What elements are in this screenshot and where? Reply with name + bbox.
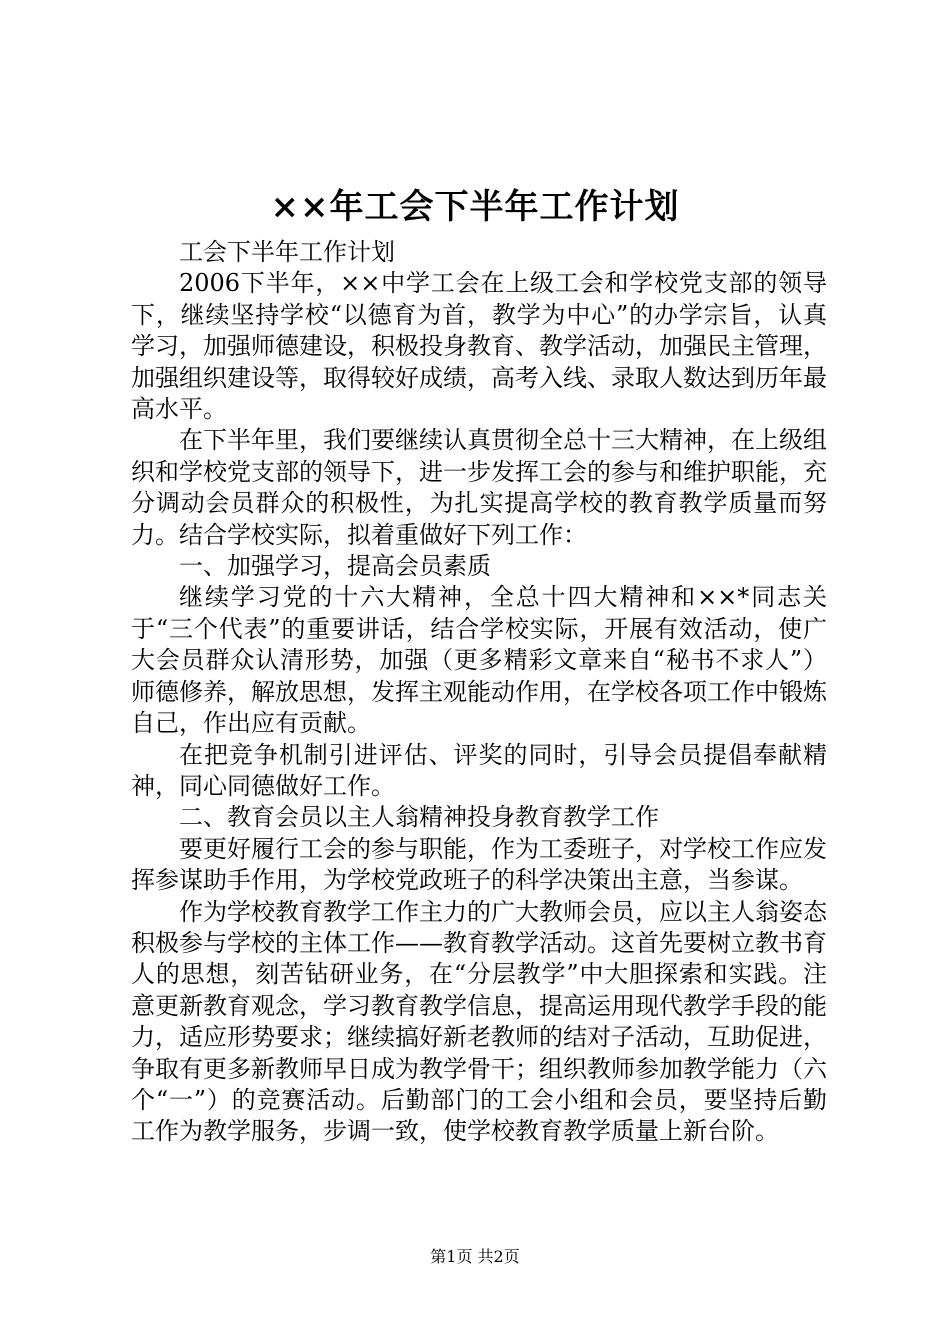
document-title: ××年工会下半年工作计划	[270, 187, 680, 227]
paragraph-subtitle: 工会下半年工作计划	[179, 238, 395, 266]
paragraph-teachers: 作为学校教育教学工作主力的广大教师会员，应以主人翁姿态积极参与学校的主体工作——教育教学活动。这首先要树立教书育人的思想，刻苦钻研业务，在“分层教学”中大胆探索和实践。注意更新教育观念，学习教育教学信息，提高运用现代教学手段的能力，适应形势要求；继续搞好新老教师的结对子活动，互助促进，争取有更多新教师早日成为教学骨干；组织教师参加教学能力（六个“一”）的竞赛活动。后勤部门的工会小组和会员，要坚持后勤工作为教学服务，步调一致，使学校教育教学质量上新台阶。	[131, 897, 827, 1146]
page-number: 第1页 共2页	[430, 1247, 520, 1266]
paragraph-intro: 2006下半年，××中学工会在上级工会和学校党支部的领导下，继续坚持学校“以德育为首，教学为中心”的办学宗旨，认真学习，加强师德建设，积极投身教育、教学活动，加强民主管理，加强组织建设等，取得较好成绩，高考入线、录取人数达到历年最高水平。	[131, 269, 827, 424]
paragraph-participation: 要更好履行工会的参与职能，作为工委班子，对学校工作应发挥参谋助手作用，为学校党政班子的科学决策出主意，当参谋。	[131, 834, 827, 895]
document-body	[131, 237, 827, 1148]
paragraph-study: 继续学习党的十六大精神，全总十四大精神和××*同志关于“三个代表”的重要讲话，结合学校实际，开展有效活动，使广大会员群众认清形势，加强（更多精彩文章来自“秘书不求人”）师德修养，解放思想，发挥主观能动作用，在学校各项工作中锻炼自己，作出应有贡献。	[131, 583, 827, 738]
paragraph-competition: 在把竞争机制引进评估、评奖的同时，引导会员提倡奉献精神，同心同德做好工作。	[131, 740, 827, 800]
section-heading-2: 二、教育会员以主人翁精神投身教育教学工作	[179, 803, 659, 832]
paragraph-plan: 在下半年里，我们要继续认真贯彻全总十三大精神，在上级组织和学校党支部的领导下，进一步发挥工会的参与和维护职能，充分调动会员群众的积极性，为扎实提高学校的教育教学质量而努力。结合学校实际，拟着重做好下列工作：	[131, 426, 827, 549]
section-heading-1: 一、加强学习，提高会员素质	[179, 552, 491, 581]
